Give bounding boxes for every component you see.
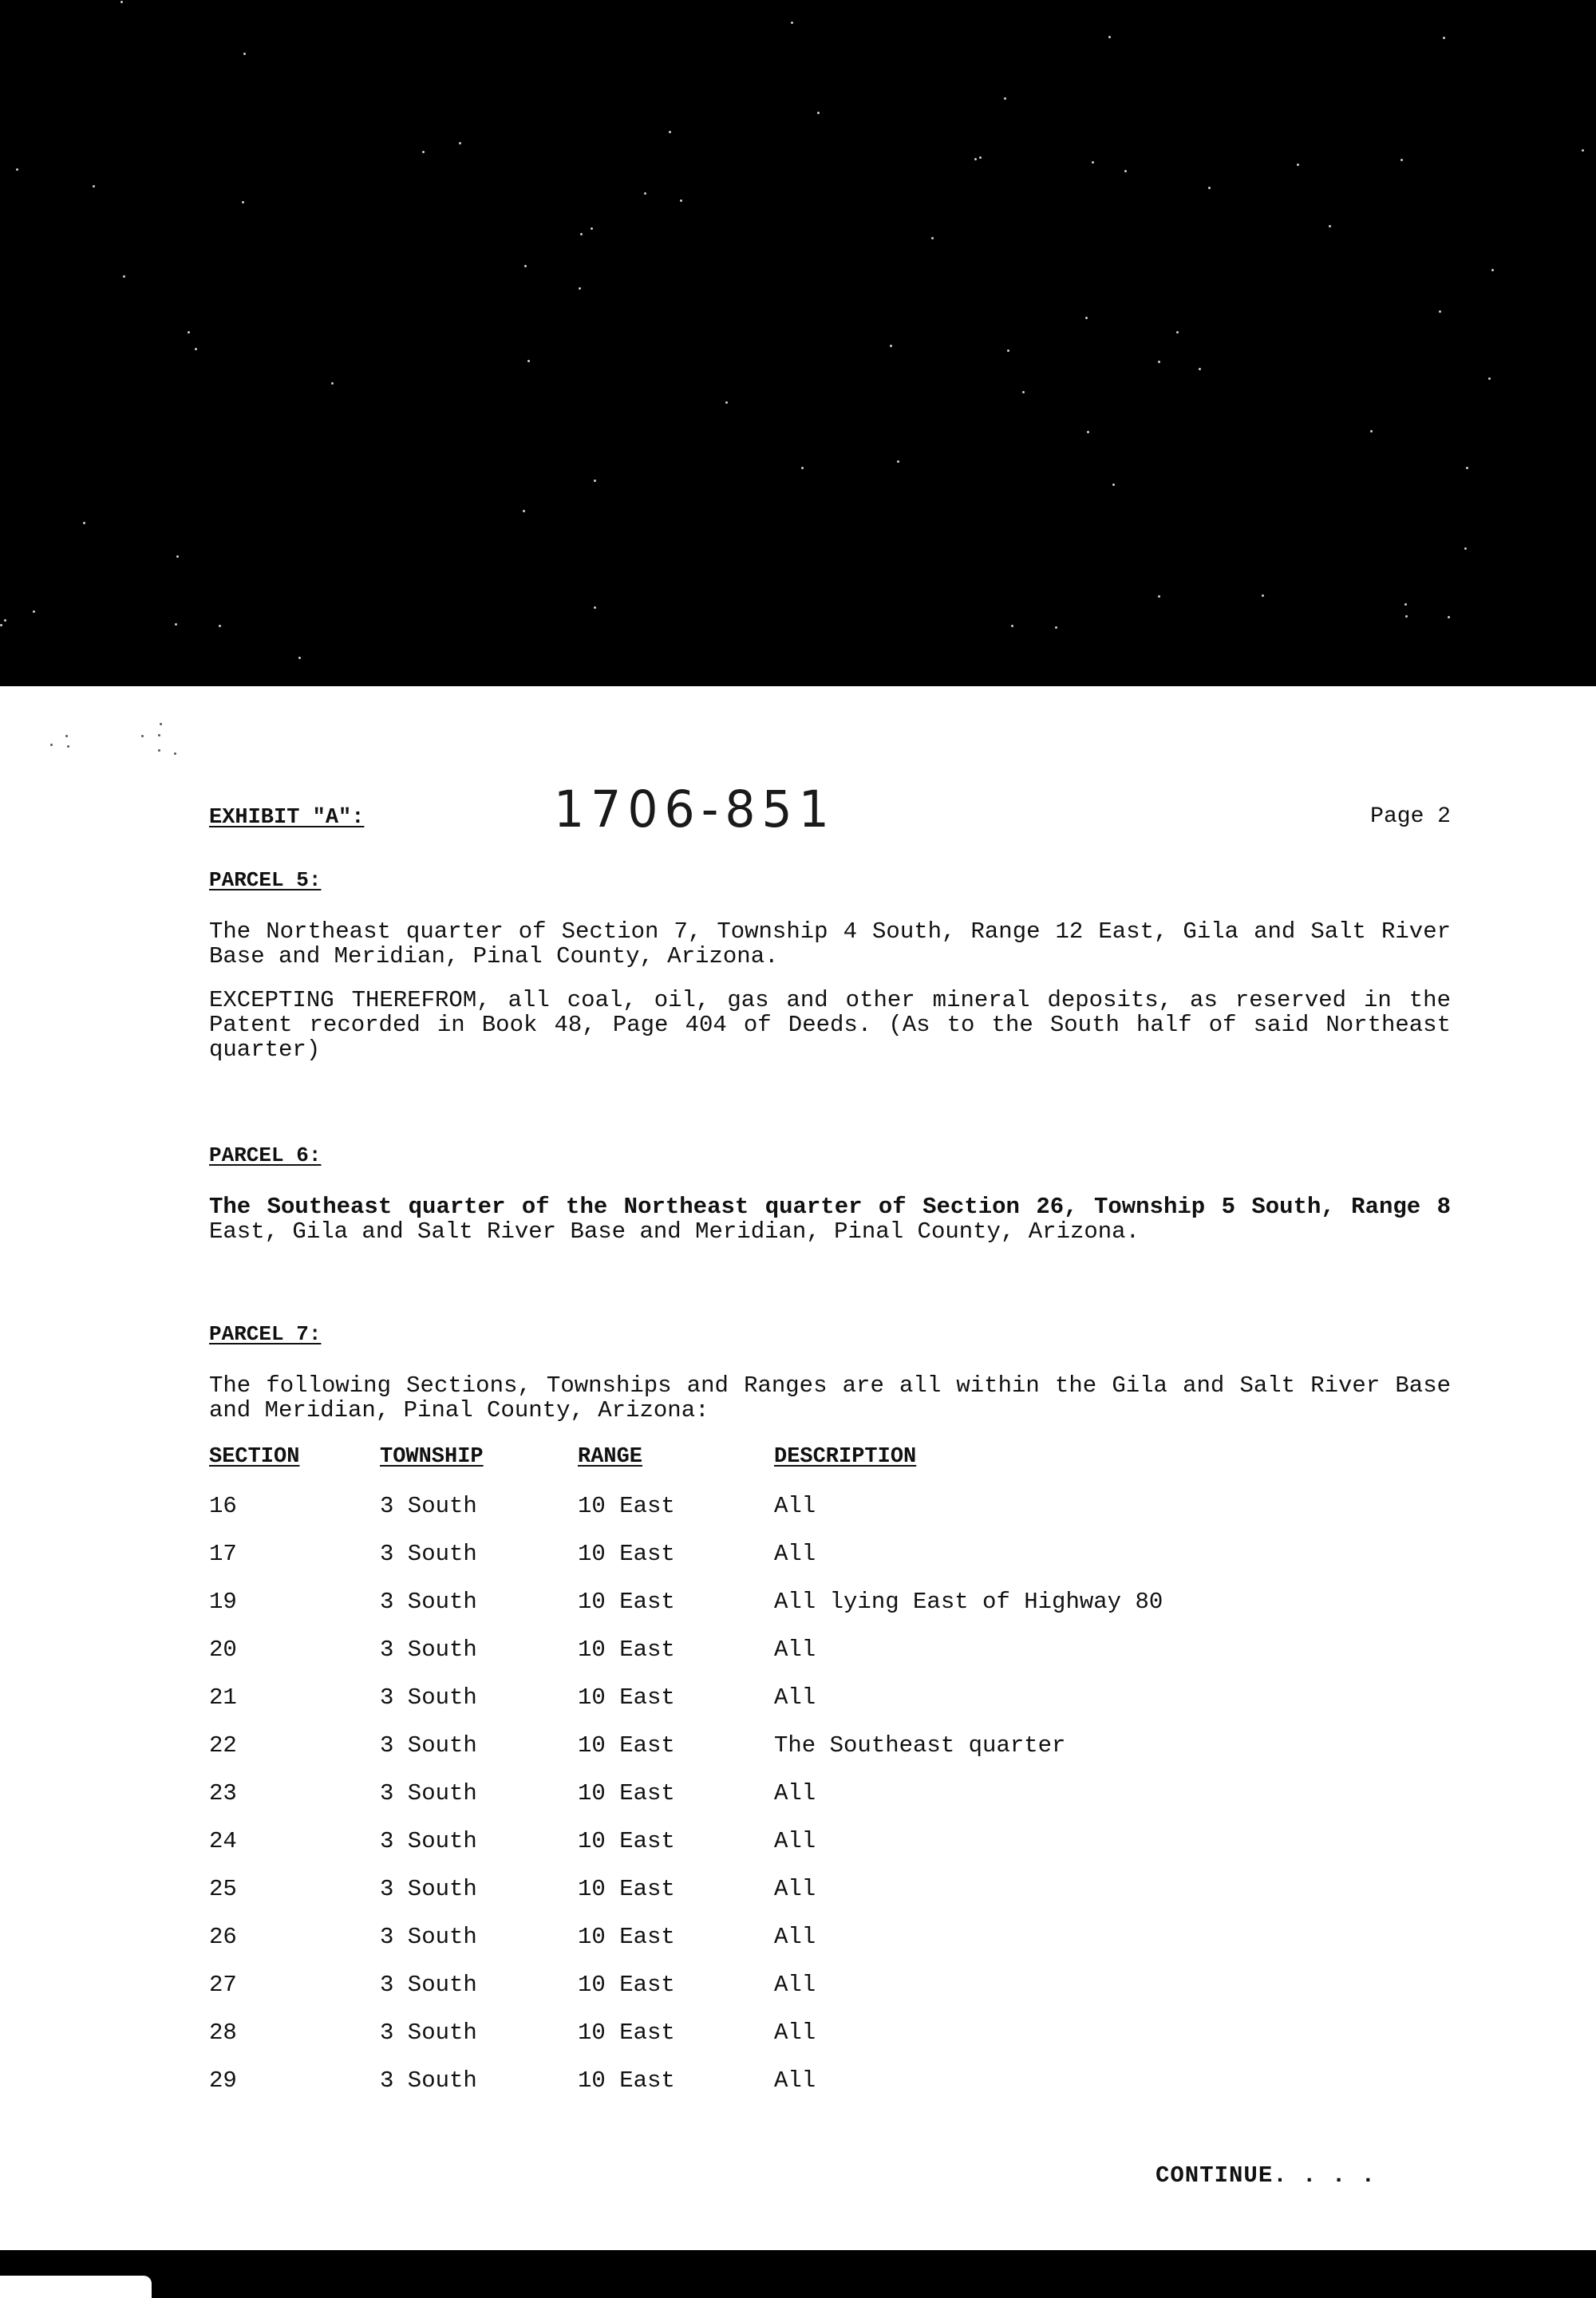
cell-section: 21 bbox=[209, 1684, 237, 1711]
noise-speck bbox=[176, 555, 179, 558]
noise-speck bbox=[1370, 430, 1373, 432]
noise-speck bbox=[1199, 368, 1201, 370]
column-header-range: RANGE bbox=[578, 1445, 643, 1469]
cell-description: All bbox=[774, 1493, 816, 1519]
cell-section: 29 bbox=[209, 2067, 237, 2094]
cell-range: 10 East bbox=[578, 1493, 675, 1519]
noise-speck bbox=[195, 348, 197, 350]
cell-section: 28 bbox=[209, 2020, 237, 2046]
cell-range: 10 East bbox=[578, 2020, 675, 2046]
noise-speck bbox=[791, 22, 793, 24]
noise-speck bbox=[422, 151, 425, 153]
column-header-section: SECTION bbox=[209, 1445, 300, 1469]
cell-range: 10 East bbox=[578, 1732, 675, 1759]
cell-section: 16 bbox=[209, 1493, 237, 1519]
cell-range: 10 East bbox=[578, 1780, 675, 1806]
cell-range: 10 East bbox=[578, 2067, 675, 2094]
noise-speck bbox=[931, 237, 934, 239]
cell-description: All lying East of Highway 80 bbox=[774, 1589, 1163, 1615]
scan-black-band-top bbox=[0, 0, 1596, 686]
noise-speck bbox=[524, 265, 527, 267]
noise-speck bbox=[669, 131, 671, 133]
noise-speck bbox=[1297, 164, 1299, 166]
noise-speck bbox=[1464, 547, 1467, 550]
cell-section: 24 bbox=[209, 1828, 237, 1854]
cell-section: 23 bbox=[209, 1780, 237, 1806]
noise-speck bbox=[33, 610, 35, 613]
cell-description: The Southeast quarter bbox=[774, 1732, 1066, 1759]
noise-speck bbox=[1004, 97, 1006, 100]
noise-speck bbox=[1439, 310, 1441, 313]
noise-speck bbox=[219, 625, 221, 627]
noise-speck bbox=[897, 460, 899, 463]
cell-township: 3 South bbox=[380, 1924, 477, 1950]
noise-speck bbox=[1405, 615, 1408, 618]
cell-township: 3 South bbox=[380, 2067, 477, 2094]
noise-speck bbox=[160, 723, 162, 725]
noise-speck bbox=[1443, 37, 1445, 39]
cell-township: 3 South bbox=[380, 1876, 477, 1902]
parcel-5-heading: PARCEL 5: bbox=[209, 868, 322, 892]
noise-speck bbox=[1124, 170, 1127, 172]
noise-speck bbox=[174, 752, 176, 755]
noise-speck bbox=[580, 233, 583, 235]
noise-speck bbox=[83, 522, 85, 524]
noise-speck bbox=[527, 360, 530, 362]
cell-range: 10 East bbox=[578, 1828, 675, 1854]
noise-speck bbox=[67, 745, 69, 748]
cell-township: 3 South bbox=[380, 1972, 477, 1998]
noise-speck bbox=[1022, 391, 1025, 393]
noise-speck bbox=[93, 185, 95, 188]
cell-description: All bbox=[774, 1684, 816, 1711]
noise-speck bbox=[298, 657, 301, 659]
noise-speck bbox=[1092, 161, 1094, 164]
noise-speck bbox=[242, 201, 244, 203]
parcel-6-heading: PARCEL 6: bbox=[209, 1143, 322, 1167]
column-header-township: TOWNSHIP bbox=[380, 1445, 484, 1469]
cell-description: All bbox=[774, 1828, 816, 1854]
noise-speck bbox=[175, 623, 177, 626]
noise-speck bbox=[1087, 431, 1089, 433]
cell-township: 3 South bbox=[380, 1684, 477, 1711]
noise-speck bbox=[1112, 484, 1115, 486]
cell-description: All bbox=[774, 1780, 816, 1806]
cell-description: All bbox=[774, 1541, 816, 1567]
noise-speck bbox=[188, 331, 190, 334]
cell-section: 19 bbox=[209, 1589, 237, 1615]
cell-range: 10 East bbox=[578, 1876, 675, 1902]
page-number: Page 2 bbox=[1370, 804, 1451, 829]
cell-section: 25 bbox=[209, 1876, 237, 1902]
noise-speck bbox=[459, 142, 461, 144]
cell-description: All bbox=[774, 1972, 816, 1998]
noise-speck bbox=[644, 192, 646, 195]
noise-speck bbox=[1400, 159, 1403, 161]
column-header-description: DESCRIPTION bbox=[774, 1445, 917, 1469]
exhibit-label: EXHIBIT "A": bbox=[209, 806, 365, 830]
noise-speck bbox=[1208, 187, 1211, 189]
noise-speck bbox=[1488, 377, 1491, 380]
noise-speck bbox=[594, 606, 596, 609]
cell-range: 10 East bbox=[578, 1924, 675, 1950]
cell-description: All bbox=[774, 2067, 816, 2094]
document-header bbox=[209, 782, 1451, 846]
noise-speck bbox=[523, 510, 525, 512]
scan-black-band-bottom bbox=[0, 2250, 1596, 2298]
cell-range: 10 East bbox=[578, 1972, 675, 1998]
noise-speck bbox=[243, 53, 246, 55]
cell-township: 3 South bbox=[380, 1828, 477, 1854]
noise-speck bbox=[680, 199, 682, 202]
noise-speck bbox=[1055, 626, 1057, 629]
noise-speck bbox=[120, 1, 123, 3]
parcel-5-description: The Northeast quarter of Section 7, Township 4 South, Range 12 East, Gila and Salt River Base and Meridian, Pinal County, Arizona. bbox=[209, 918, 1451, 969]
noise-speck bbox=[65, 735, 68, 737]
cell-section: 26 bbox=[209, 1924, 237, 1950]
cell-range: 10 East bbox=[578, 1541, 675, 1567]
cell-range: 10 East bbox=[578, 1589, 675, 1615]
noise-speck bbox=[1448, 616, 1450, 618]
cell-township: 3 South bbox=[380, 1732, 477, 1759]
cell-township: 3 South bbox=[380, 1637, 477, 1663]
noise-speck bbox=[1085, 317, 1088, 319]
parcel-7-heading: PARCEL 7: bbox=[209, 1322, 322, 1346]
noise-speck bbox=[817, 112, 820, 114]
noise-speck bbox=[1176, 331, 1179, 334]
cell-township: 3 South bbox=[380, 2020, 477, 2046]
cell-township: 3 South bbox=[380, 1589, 477, 1615]
noise-speck bbox=[158, 749, 160, 752]
noise-speck bbox=[1007, 349, 1009, 352]
noise-speck bbox=[123, 275, 125, 278]
noise-speck bbox=[0, 624, 2, 626]
noise-speck bbox=[974, 158, 977, 160]
noise-speck bbox=[1011, 625, 1013, 627]
cell-range: 10 East bbox=[578, 1684, 675, 1711]
noise-speck bbox=[579, 287, 581, 290]
noise-speck bbox=[1466, 467, 1468, 469]
noise-speck bbox=[1158, 595, 1160, 598]
cell-section: 22 bbox=[209, 1732, 237, 1759]
noise-speck bbox=[141, 735, 144, 737]
noise-speck bbox=[594, 480, 596, 482]
cell-township: 3 South bbox=[380, 1541, 477, 1567]
noise-speck bbox=[1404, 603, 1407, 606]
noise-speck bbox=[158, 734, 160, 736]
noise-speck bbox=[16, 168, 18, 171]
noise-speck bbox=[1262, 594, 1264, 597]
parcel-6-description: The Southeast quarter of the Northeast quarter of Section 26, Township 5 South, Range 8 East, Gila and Salt River Base and Meridian, Pinal County, Arizona. bbox=[209, 1194, 1451, 1245]
noise-speck bbox=[1108, 36, 1111, 38]
cell-section: 27 bbox=[209, 1972, 237, 1998]
document-number: 1706-851 bbox=[554, 780, 836, 839]
noise-speck bbox=[979, 156, 982, 159]
cell-description: All bbox=[774, 1637, 816, 1663]
noise-speck bbox=[1158, 361, 1160, 363]
cell-township: 3 South bbox=[380, 1493, 477, 1519]
cell-description: All bbox=[774, 1924, 816, 1950]
cell-description: All bbox=[774, 2020, 816, 2046]
noise-speck bbox=[890, 345, 892, 347]
cell-range: 10 East bbox=[578, 1637, 675, 1663]
parcel-7-intro: The following Sections, Townships and Ranges are all within the Gila and Salt River Base and Meridian, Pinal County, Arizona: bbox=[209, 1372, 1451, 1423]
cell-section: 20 bbox=[209, 1637, 237, 1663]
noise-speck bbox=[331, 382, 334, 385]
parcel-5-exception: EXCEPTING THEREFROM, all coal, oil, gas and other mineral deposits, as reserved in the Patent recorded in Book 48, Page 404 of Deeds. (As to the South half of said Northeast quarter) bbox=[209, 987, 1451, 1063]
noise-speck bbox=[725, 401, 728, 404]
noise-speck bbox=[1582, 149, 1584, 152]
cell-section: 17 bbox=[209, 1541, 237, 1567]
cell-township: 3 South bbox=[380, 1780, 477, 1806]
cell-description: All bbox=[774, 1876, 816, 1902]
noise-speck bbox=[50, 744, 53, 746]
noise-speck bbox=[801, 467, 804, 469]
document-page bbox=[209, 782, 1451, 2115]
continue-label: CONTINUE. . . . bbox=[1156, 2162, 1377, 2189]
scan-edge-notch bbox=[0, 2276, 152, 2298]
noise-speck bbox=[1491, 269, 1494, 271]
land-table bbox=[209, 1445, 1451, 2115]
noise-speck bbox=[591, 227, 593, 230]
noise-speck bbox=[4, 619, 6, 622]
noise-speck bbox=[1329, 225, 1331, 227]
